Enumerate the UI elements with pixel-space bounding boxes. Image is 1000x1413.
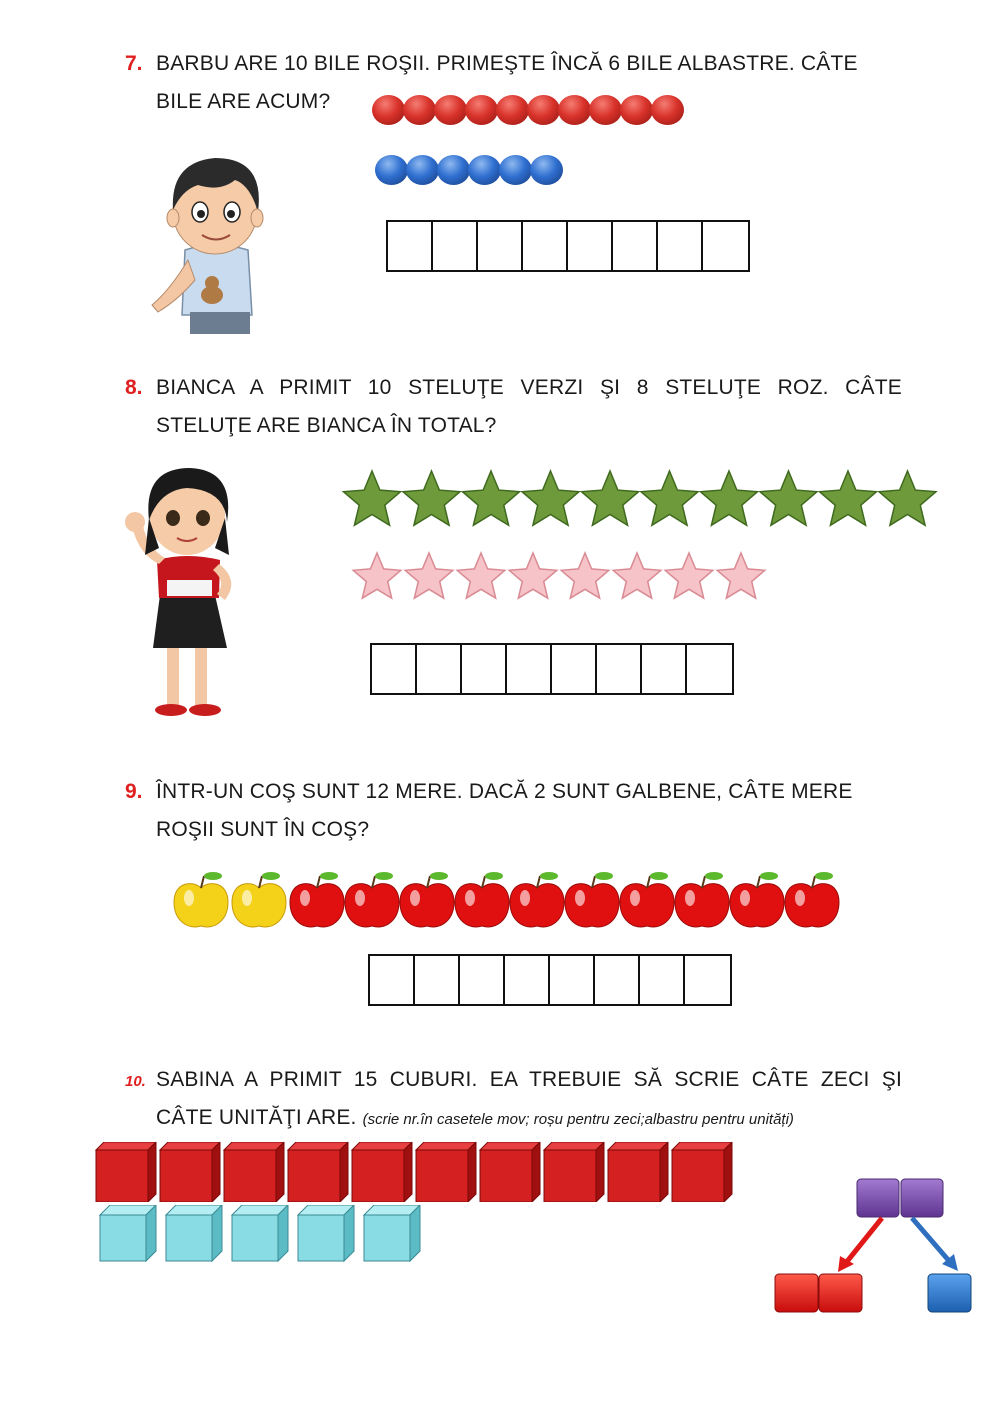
blue-ball bbox=[499, 155, 532, 185]
pink-star bbox=[665, 553, 713, 598]
answer-cell[interactable] bbox=[658, 222, 703, 270]
pink-star bbox=[717, 553, 765, 598]
red-cube bbox=[96, 1142, 156, 1202]
red-cube bbox=[288, 1142, 348, 1202]
blue-cube bbox=[298, 1205, 354, 1261]
pink-star bbox=[561, 553, 609, 598]
answer-boxes-q7[interactable] bbox=[386, 220, 750, 272]
red-ball bbox=[372, 95, 405, 125]
answer-cell[interactable] bbox=[415, 956, 460, 1004]
pink-star bbox=[509, 553, 557, 598]
purple-box-tens bbox=[857, 1179, 899, 1217]
girl-illustration bbox=[115, 460, 255, 725]
answer-boxes-q9[interactable] bbox=[368, 954, 732, 1006]
red-ball bbox=[465, 95, 498, 125]
green-star bbox=[403, 471, 460, 525]
answer-cell[interactable] bbox=[478, 222, 523, 270]
apples-row bbox=[172, 868, 852, 936]
red-box-2 bbox=[819, 1274, 862, 1312]
red-apple bbox=[510, 872, 564, 927]
red-cube bbox=[224, 1142, 284, 1202]
yellow-apple bbox=[174, 872, 228, 927]
red-balls-row bbox=[372, 95, 682, 125]
answer-cell[interactable] bbox=[550, 956, 595, 1004]
red-apple bbox=[290, 872, 344, 927]
blue-ball bbox=[530, 155, 563, 185]
answer-cell[interactable] bbox=[597, 645, 642, 693]
blue-balls-row bbox=[375, 155, 561, 185]
green-star bbox=[641, 471, 698, 525]
answer-cell[interactable] bbox=[642, 645, 687, 693]
question-8-number: 8. bbox=[125, 376, 143, 399]
pink-star bbox=[457, 553, 505, 598]
answer-cell[interactable] bbox=[640, 956, 685, 1004]
red-cube bbox=[672, 1142, 732, 1202]
red-ball bbox=[589, 95, 622, 125]
answer-cell[interactable] bbox=[388, 222, 433, 270]
green-star bbox=[879, 471, 936, 525]
green-star bbox=[463, 471, 520, 525]
red-apple bbox=[620, 872, 674, 927]
answer-cell[interactable] bbox=[417, 645, 462, 693]
red-apple bbox=[345, 872, 399, 927]
pink-star bbox=[353, 553, 401, 598]
blue-cube bbox=[364, 1205, 420, 1261]
answer-cell[interactable] bbox=[703, 222, 748, 270]
red-cube bbox=[480, 1142, 540, 1202]
green-star bbox=[344, 471, 401, 525]
green-stars-row bbox=[340, 468, 940, 530]
answer-cell[interactable] bbox=[507, 645, 552, 693]
blue-ball bbox=[375, 155, 408, 185]
question-9-line2: ROŞII SUNT ÎN COŞ? bbox=[156, 818, 370, 841]
question-8-line2: STELUŢE ARE BIANCA ÎN TOTAL? bbox=[156, 414, 497, 437]
red-apple bbox=[400, 872, 454, 927]
purple-box-units bbox=[901, 1179, 943, 1217]
green-star bbox=[701, 471, 758, 525]
red-ball bbox=[403, 95, 436, 125]
answer-cell[interactable] bbox=[372, 645, 417, 693]
pink-star bbox=[405, 553, 453, 598]
green-star bbox=[582, 471, 639, 525]
red-cube bbox=[608, 1142, 668, 1202]
blue-cubes-row bbox=[98, 1205, 428, 1265]
blue-cube bbox=[166, 1205, 222, 1261]
blue-ball bbox=[437, 155, 470, 185]
red-apple bbox=[455, 872, 509, 927]
question-10-line1: SABINA A PRIMIT 15 CUBURI. EA TREBUIE SĂ SCRIE CÂTE ZECI ŞI bbox=[156, 1068, 902, 1091]
red-apple bbox=[675, 872, 729, 927]
question-10-hint: (scrie nr.în casetele mov; roșu pentru zeci;albastru pentru unități) bbox=[362, 1111, 794, 1128]
red-ball bbox=[558, 95, 591, 125]
question-9-number: 9. bbox=[125, 780, 143, 803]
red-apple bbox=[785, 872, 839, 927]
place-value-diagram bbox=[770, 1172, 980, 1322]
red-cube bbox=[352, 1142, 412, 1202]
blue-cube bbox=[100, 1205, 156, 1261]
blue-ball bbox=[406, 155, 439, 185]
red-cube bbox=[416, 1142, 476, 1202]
blue-ball bbox=[468, 155, 501, 185]
red-cube bbox=[544, 1142, 604, 1202]
green-star bbox=[760, 471, 817, 525]
boy-illustration bbox=[140, 140, 290, 340]
question-10-number: 10. bbox=[125, 1073, 146, 1090]
red-ball bbox=[434, 95, 467, 125]
answer-cell[interactable] bbox=[685, 956, 730, 1004]
red-ball bbox=[651, 95, 684, 125]
pink-stars-row bbox=[350, 550, 780, 602]
answer-cell[interactable] bbox=[505, 956, 550, 1004]
answer-cell[interactable] bbox=[460, 956, 505, 1004]
answer-boxes-q8[interactable] bbox=[370, 643, 734, 695]
answer-cell[interactable] bbox=[462, 645, 507, 693]
answer-cell[interactable] bbox=[552, 645, 597, 693]
answer-cell[interactable] bbox=[595, 956, 640, 1004]
answer-cell[interactable] bbox=[613, 222, 658, 270]
red-apple bbox=[565, 872, 619, 927]
red-cube bbox=[160, 1142, 220, 1202]
question-7-line1: BARBU ARE 10 BILE ROŞII. PRIMEŞTE ÎNCĂ 6 BILE ALBASTRE. CÂTE bbox=[156, 52, 858, 75]
blue-box bbox=[928, 1274, 971, 1312]
answer-cell[interactable] bbox=[433, 222, 478, 270]
answer-cell[interactable] bbox=[568, 222, 613, 270]
question-10-line2 bbox=[156, 1105, 794, 1133]
red-ball bbox=[620, 95, 653, 125]
answer-cell[interactable] bbox=[523, 222, 568, 270]
yellow-apple bbox=[232, 872, 286, 927]
red-cubes-row bbox=[94, 1142, 744, 1202]
red-ball bbox=[496, 95, 529, 125]
answer-cell[interactable] bbox=[370, 956, 415, 1004]
blue-cube bbox=[232, 1205, 288, 1261]
question-10-line2-text: CÂTE UNITĂŢI ARE. bbox=[156, 1106, 357, 1129]
question-9-line1: ÎNTR-UN COŞ SUNT 12 MERE. DACĂ 2 SUNT GALBENE, CÂTE MERE bbox=[156, 780, 853, 803]
answer-cell[interactable] bbox=[687, 645, 732, 693]
pink-star bbox=[613, 553, 661, 598]
green-star bbox=[820, 471, 877, 525]
question-7-number: 7. bbox=[125, 52, 143, 75]
red-apple bbox=[730, 872, 784, 927]
red-box-1 bbox=[775, 1274, 818, 1312]
question-7-line2: BILE ARE ACUM? bbox=[156, 90, 331, 113]
green-star bbox=[522, 471, 579, 525]
red-ball bbox=[527, 95, 560, 125]
question-8-line1: BIANCA A PRIMIT 10 STELUŢE VERZI ŞI 8 STELUŢE ROZ. CÂTE bbox=[156, 376, 902, 399]
